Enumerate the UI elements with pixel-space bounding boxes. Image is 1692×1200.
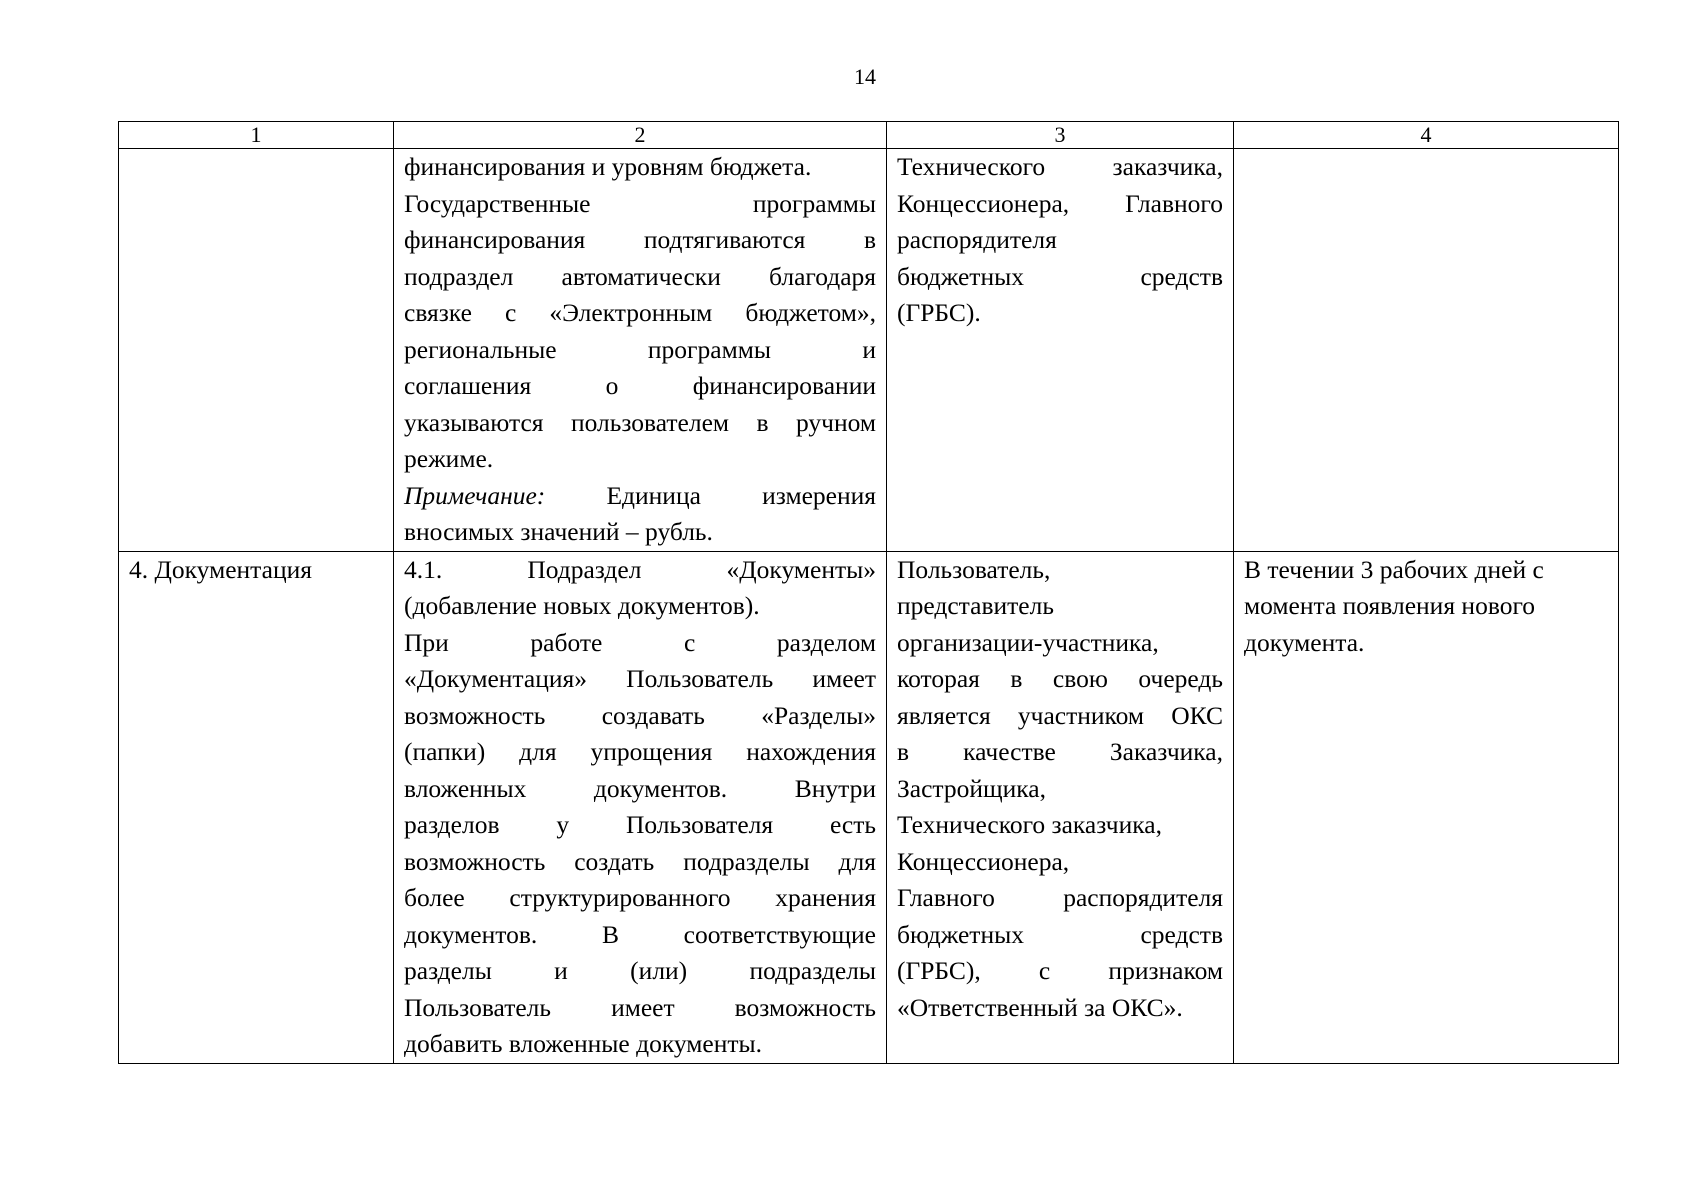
- text-line: «Документация» Пользователь имеет: [404, 664, 876, 693]
- text-line: «Ответственный за ОКС».: [897, 992, 1183, 1022]
- header-cell-4: 4: [1234, 122, 1619, 149]
- header-cell-1: 1: [119, 122, 394, 149]
- text-line: разделы и (или) подразделы: [404, 956, 876, 985]
- text-line: финансирования и уровням бюджета.: [404, 152, 812, 181]
- row1-col2-text: [394, 149, 886, 478]
- text-line: (добавление новых документов).: [404, 591, 760, 620]
- text-line: Пользователь,: [897, 554, 1051, 584]
- text-line: Государственные программы: [404, 188, 876, 218]
- text-line: добавить вложенные документы.: [404, 1029, 763, 1058]
- row2-col1-cell: [119, 551, 394, 1063]
- text-line: Технического заказчика,: [897, 152, 1223, 181]
- page-number: 14: [854, 64, 876, 89]
- row1-col3-cell: [887, 149, 1234, 552]
- text-line: При работе с разделом: [404, 627, 876, 657]
- note-rest: Единица измерения: [606, 480, 876, 510]
- text-line: документа.: [1244, 627, 1365, 657]
- row1-col3-text: [887, 149, 1233, 332]
- text-line: возможность создавать «Разделы»: [404, 700, 876, 730]
- text-line: Главного распорядителя: [897, 883, 1223, 912]
- text-line: бюджетных средств: [897, 919, 1223, 949]
- row1-note: [394, 478, 886, 551]
- row2-col2-cell: [394, 551, 887, 1063]
- text-line: Технического заказчика,: [897, 810, 1162, 839]
- row2-col1-text: 4. Документация: [129, 554, 312, 584]
- text-line: которая в свою очередь: [897, 664, 1223, 693]
- text-line: Застройщика,: [897, 773, 1046, 803]
- text-line: 4.1. Подраздел «Документы»: [404, 554, 876, 584]
- table-row: [119, 149, 1619, 552]
- text-line: (ГРБС), с признаком: [897, 956, 1223, 985]
- text-line: указываются пользователем в ручном: [404, 407, 876, 437]
- text-line: финансирования подтягиваются в: [404, 225, 876, 254]
- row1-col1-cell: [119, 149, 394, 552]
- text-line: (папки) для упрощения нахождения: [404, 737, 876, 766]
- row2-col2-text: [394, 552, 886, 1063]
- text-line: (ГРБС).: [897, 298, 981, 327]
- text-line: Концессионера, Главного: [897, 188, 1223, 218]
- text-line: является участником ОКС: [897, 700, 1223, 730]
- text-line: подраздел автоматически благодаря: [404, 261, 876, 291]
- text-line: в качестве Заказчика,: [897, 737, 1223, 766]
- text-line: документов. В соответствующие: [404, 919, 876, 949]
- note-line-2: вносимых значений – рубль.: [404, 517, 713, 546]
- text-line: В течении 3 рабочих дней с: [1244, 554, 1544, 584]
- row2-col3-cell: [887, 551, 1234, 1063]
- table-row: [119, 551, 1619, 1063]
- text-line: соглашения о финансировании: [404, 371, 876, 400]
- header-cell-2: 2: [394, 122, 887, 149]
- text-line: момента появления нового: [1244, 591, 1536, 620]
- text-line: возможность создать подразделы для: [404, 846, 876, 876]
- row1-col4-cell: [1234, 149, 1619, 552]
- row2-col4-text: [1234, 552, 1618, 662]
- requirements-table: [118, 121, 1619, 1064]
- note-line-1: [404, 478, 876, 515]
- note-label: Примечание:: [404, 480, 546, 510]
- text-line: Пользователь имеет возможность: [404, 992, 876, 1022]
- text-line: вложенных документов. Внутри: [404, 773, 876, 803]
- text-line: режиме.: [404, 444, 494, 473]
- text-line: региональные программы и: [404, 334, 876, 364]
- text-line: бюджетных средств: [897, 261, 1223, 291]
- text-line: организации-участника,: [897, 627, 1159, 657]
- text-line: более структурированного хранения: [404, 883, 876, 912]
- header-cell-3: 3: [887, 122, 1234, 149]
- text-line: представитель: [897, 591, 1054, 620]
- row1-col2-cell: [394, 149, 887, 552]
- text-line: распорядителя: [897, 225, 1057, 254]
- row2-col4-cell: [1234, 551, 1619, 1063]
- text-line: Концессионера,: [897, 846, 1070, 876]
- row2-col3-text: [887, 552, 1233, 1027]
- text-line: разделов у Пользователя есть: [404, 810, 876, 839]
- text-line: связке с «Электронным бюджетом»,: [404, 298, 876, 327]
- header-row: [119, 122, 1619, 149]
